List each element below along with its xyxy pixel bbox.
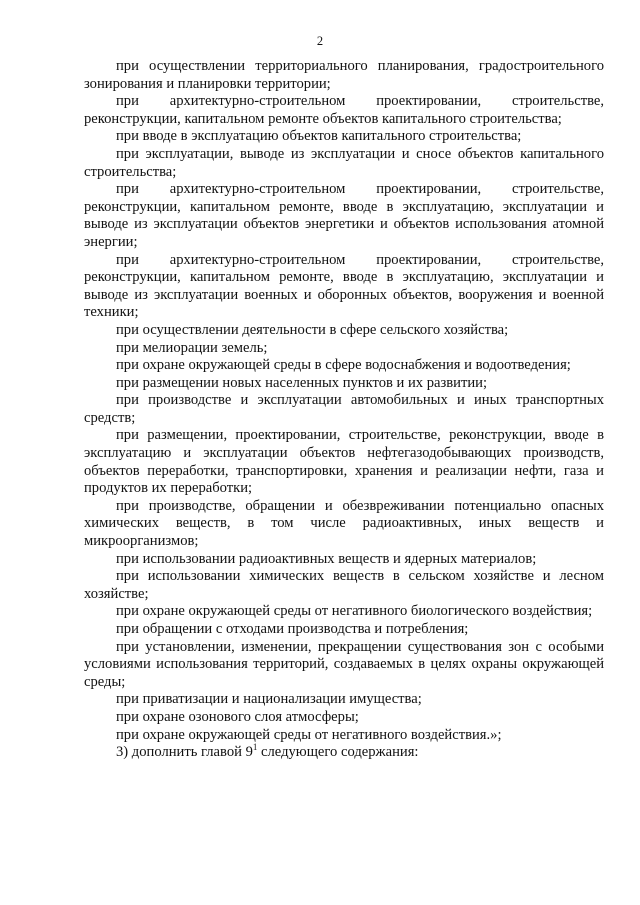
paragraph: при производстве, обращении и обезвреживании потенциально опасных химических веществ, в том числе радиоактивных, иных веществ и микроорганизмов; [84,497,604,550]
paragraph: при вводе в эксплуатацию объектов капитального строительства; [116,128,522,145]
paragraph: при охране окружающей среды в сфере водоснабжения и водоотведения; [116,357,571,374]
paragraph: при использовании радиоактивных веществ и ядерных материалов; [116,550,537,567]
paragraph: при использовании химических веществ в сельском хозяйстве и лесном хозяйстве; [84,568,604,602]
paragraph: при эксплуатации, выводе из эксплуатации и сносе объектов капитального строительства; [84,145,604,180]
paragraph: при охране окружающей среды от негативного биологического воздействия; [116,603,593,620]
paragraph: при архитектурно-строительном проектировании, строительстве, реконструкции, капитальном ремонте, вводе в эксплуатацию, эксплуатации и выводе из эксплуатации объектов энергетики и объектов использования атомной энергии; [84,181,604,250]
paragraph: при осуществлении территориального планирования, градостроительного зонирования и планировки территории; [84,58,604,92]
amendment-text: 3) дополнить главой 9 [116,744,253,761]
paragraph: при установлении, изменении, прекращении существования зон с особыми условиями использования территорий, создаваемых в целях охраны окружающей среды; [84,638,604,690]
paragraph: при мелиорации земель; [116,339,268,356]
paragraph: при охране озонового слоя атмосферы; [116,708,359,725]
amendment-line [84,744,604,762]
paragraph: при архитектурно-строительном проектировании, строительстве, реконструкции, капитальном ремонте, вводе в эксплуатацию, эксплуатации и выводе из эксплуатации военных и оборонных объектов, вооружения и военной техники; [84,251,604,321]
document-body [84,58,604,762]
paragraph: при обращении с отходами производства и потребления; [116,621,469,637]
paragraph: при архитектурно-строительном проектировании, строительстве, реконструкции, капитальном ремонте объектов капитального строительства; [84,93,604,127]
paragraph: при осуществлении деятельности в сфере сельского хозяйства; [116,321,509,338]
page-number: 2 [316,34,324,48]
paragraph: при охране окружающей среды от негативного воздействия.»; [116,726,502,743]
chapter-superscript: 1 [252,742,258,753]
amendment-text-end: следующего содержания: [257,744,419,761]
paragraph: при размещении, проектировании, строительстве, реконструкции, вводе в эксплуатацию и эксплуатации объектов нефтегазодобывающих производств, объектов переработки, транспортировки, хранения и реализации нефти, газа и продуктов их переработки; [84,427,604,497]
paragraph: при размещении новых населенных пунктов и их развитии; [116,374,488,391]
paragraph: при производстве и эксплуатации автомобильных и иных транспортных средств; [84,392,604,426]
paragraph: при приватизации и национализации имущества; [116,691,422,708]
